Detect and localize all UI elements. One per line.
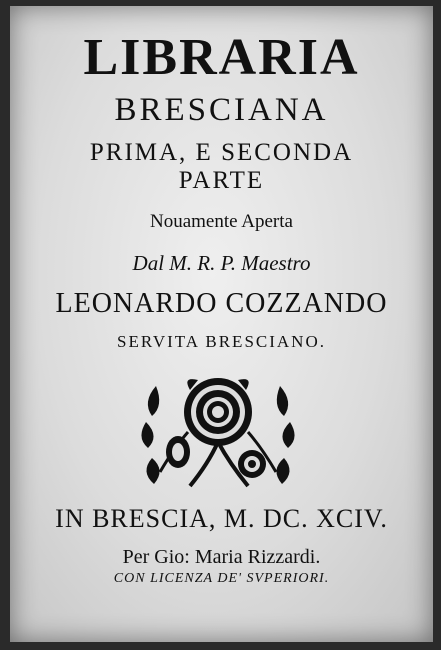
imprint-place-date: IN BRESCIA, M. DC. XCIV.: [55, 504, 388, 533]
title-page: [10, 6, 433, 642]
printers-flower-ornament-icon: [138, 372, 298, 494]
imprint-printer: Per Gio: Maria Rizzardi.: [122, 546, 321, 568]
author-intro: Dal M. R. P. Maestro: [132, 251, 311, 275]
subtitle-parte: PARTE: [178, 167, 265, 194]
author-name: LEONARDO COZZANDO: [55, 288, 388, 319]
title-bresciana: BRESCIANA: [114, 92, 329, 128]
author-order: SERVITA BRESCIANO.: [117, 332, 326, 351]
imprint-license: CON LICENZA DE' SVPERIORI.: [113, 571, 330, 586]
title-libraria: LIBRARIA: [83, 29, 360, 86]
subtitle-aperta: Nouamente Aperta: [150, 211, 293, 232]
subtitle-parts: PRIMA, E SECONDA: [89, 139, 354, 166]
